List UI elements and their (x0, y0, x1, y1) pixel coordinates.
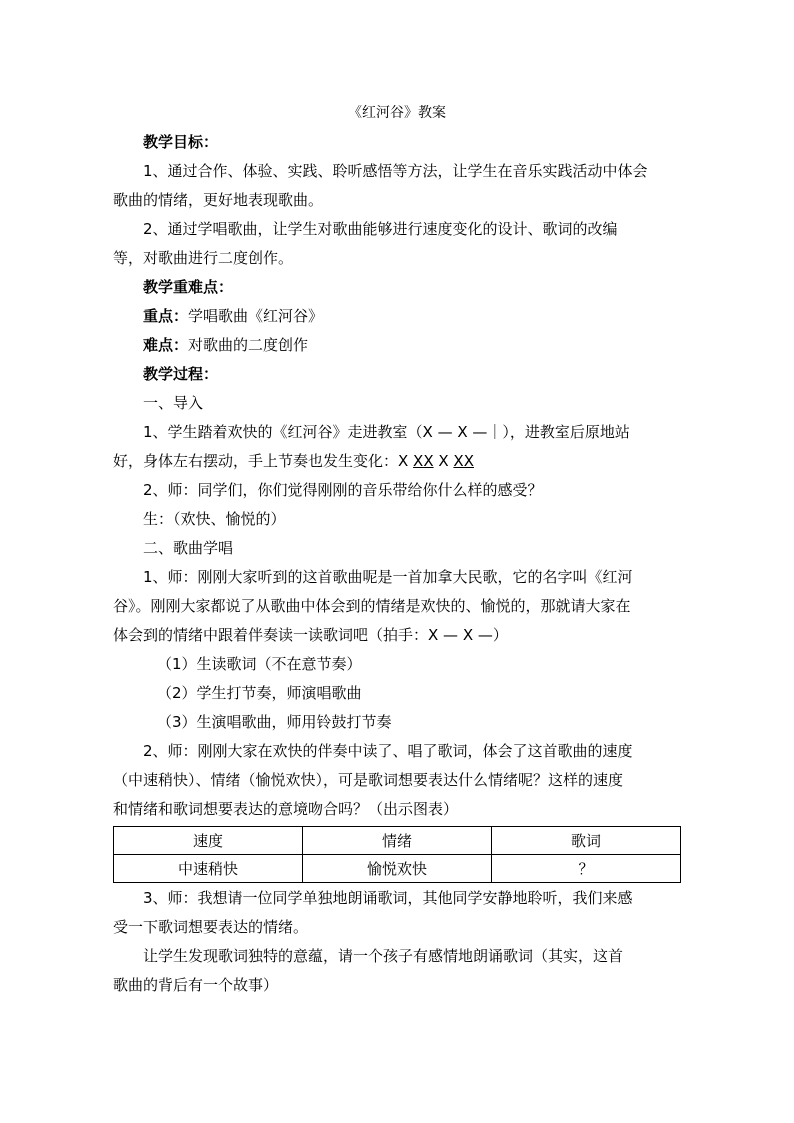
table-cell: ？ (492, 855, 681, 883)
part-1-heading: 一、导入 (143, 394, 204, 412)
key-points-heading: 教学重难点： (143, 278, 234, 296)
intro-2: 2、师：同学们，你们觉得刚刚的音乐带给你什么样的感受？ (143, 481, 543, 499)
step-3: （3）生演唱歌曲，师用铃鼓打节奏 (157, 713, 392, 731)
goals-heading: 教学目标： (143, 133, 219, 151)
goal-1-line-1: 1、通过合作、体验、实践、聆听感悟等方法，让学生在音乐实践活动中体会 (143, 162, 648, 180)
table-header-cell: 速度 (114, 827, 303, 855)
goal-1-line-2: 歌曲的情绪，更好地表现歌曲。 (113, 191, 324, 209)
learn-2-line-2: （中速稍快）、情绪（愉悦欢快），可是歌词想要表达什么情绪呢？这样的速度 (113, 771, 624, 789)
difficult-point-text: 对歌曲的二度创作 (188, 336, 309, 354)
learn-3-line-1: 3、师：我想请一位同学单独地朗诵歌词，其他同学安静地聆听，我们来感 (143, 889, 633, 907)
table-header-cell: 情绪 (303, 827, 492, 855)
learn-1-line-2: 谷》。刚刚大家都说了从歌曲中体会到的情绪是欢快的、愉悦的，那就请大家在 (113, 597, 631, 615)
step-2: （2）学生打节奏，师演唱歌曲 (157, 684, 362, 702)
analysis-table (113, 826, 681, 883)
table-cell: 中速稍快 (114, 855, 303, 883)
learn-4-line-1: 让学生发现歌词独特的意蕴，请一个孩子有感情地朗诵歌词（其实，这首 (143, 947, 624, 965)
rhythm-underlined-1: XX (413, 452, 434, 470)
learn-3-line-2: 受一下歌词想要表达的情绪。 (113, 918, 309, 936)
learn-1-line-1: 1、师：刚刚大家听到的这首歌曲呢是一首加拿大民歌，它的名字叫《红河 (143, 568, 633, 586)
difficult-point (113, 331, 681, 360)
table-row (114, 855, 681, 883)
table-cell: 愉悦欢快 (303, 855, 492, 883)
process-heading: 教学过程： (143, 365, 219, 383)
rhythm-underlined-2: XX (453, 452, 474, 470)
page-title: 《红河谷》教案 (348, 105, 446, 121)
table-header-row (114, 827, 681, 855)
intro-1-line-1: 1、学生踏着欢快的《红河谷》走进教室（X — X —｜），进教室后原地站 (143, 423, 630, 441)
learn-4-line-2: 歌曲的背后有一个故事） (113, 976, 279, 994)
key-point (113, 302, 681, 331)
learn-2-line-1: 2、师：刚刚大家在欢快的伴奏中读了、唱了歌词，体会了这首歌曲的速度 (143, 742, 633, 760)
intro-1-line-2 (113, 447, 681, 476)
goal-2-line-2: 等，对歌曲进行二度创作。 (113, 249, 294, 267)
difficult-point-label: 难点： (143, 336, 189, 354)
learn-1-line-3: 体会到的情绪中跟着伴奏读一读歌词吧（拍手：X — X —） (113, 626, 508, 644)
rhythm-mid: X (433, 452, 454, 470)
key-point-label: 重点： (143, 307, 189, 325)
document-page (113, 98, 681, 1000)
rhythm-text: 好，身体左右摆动，手上节奏也发生变化：X (113, 452, 414, 470)
goal-2-line-1: 2、通过学唱歌曲，让学生对歌曲能够进行速度变化的设计、歌词的改编 (143, 220, 618, 238)
key-point-text: 学唱歌曲《红河谷》 (188, 307, 324, 325)
intro-3: 生：（欢快、愉悦的） (143, 510, 286, 528)
learn-2-line-3: 和情绪和歌词想要表达的意境吻合吗？（出示图表） (113, 800, 459, 818)
step-1: （1）生读歌词（不在意节奏） (157, 655, 362, 673)
part-2-heading: 二、歌曲学唱 (143, 539, 234, 557)
table-header-cell: 歌词 (492, 827, 681, 855)
